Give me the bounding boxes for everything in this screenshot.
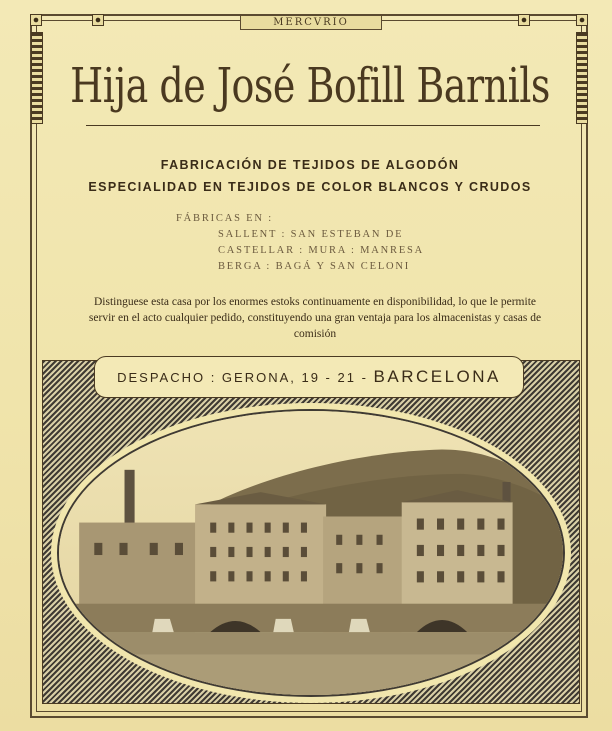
title-divider: [86, 125, 540, 126]
oval-mat: [51, 403, 571, 703]
subtitle-specialty: ESPECIALIDAD EN TEJIDOS DE COLOR BLANCOS Y CRUDOS: [88, 180, 532, 194]
subtitle-manufacturing: FABRICACIÓN DE TEJIDOS DE ALGODÓN: [160, 158, 460, 172]
factories-line-1: SALLENT : SAN ESTEBAN DE: [218, 229, 404, 240]
factories-line-3: BERGA : BAGÁ Y SAN CELONI: [218, 261, 411, 272]
factory-illustration: [59, 411, 563, 695]
corner-ornament-icon: [576, 14, 588, 26]
corner-ornament-icon: [30, 14, 42, 26]
office-address-box: [94, 356, 524, 398]
company-description: Distinguese esta casa por los enormes estoks continuamente en disponibilidad, lo que le permite servir en el acto cualquier pedido, constituyendo una gran ventaja para los almacenistas y casas de comisión: [88, 296, 542, 340]
corner-ornament-icon: [92, 14, 104, 26]
photo-frame: [42, 360, 580, 704]
office-city: BARCELONA: [373, 367, 501, 386]
left-ornament-icon: [31, 32, 43, 124]
right-ornament-icon: [576, 32, 588, 124]
factories-line-2: CASTELLAR : MURA : MANRESA: [218, 245, 425, 256]
masthead-label: MERCVRIO: [240, 15, 382, 30]
office-address: DESPACHO : GERONA, 19 - 21 -: [117, 370, 368, 385]
company-title: Hija de José Bofill Barnils: [70, 58, 550, 113]
factory-photo: [57, 409, 565, 697]
corner-ornament-icon: [518, 14, 530, 26]
factories-label: FÁBRICAS EN :: [176, 213, 273, 224]
